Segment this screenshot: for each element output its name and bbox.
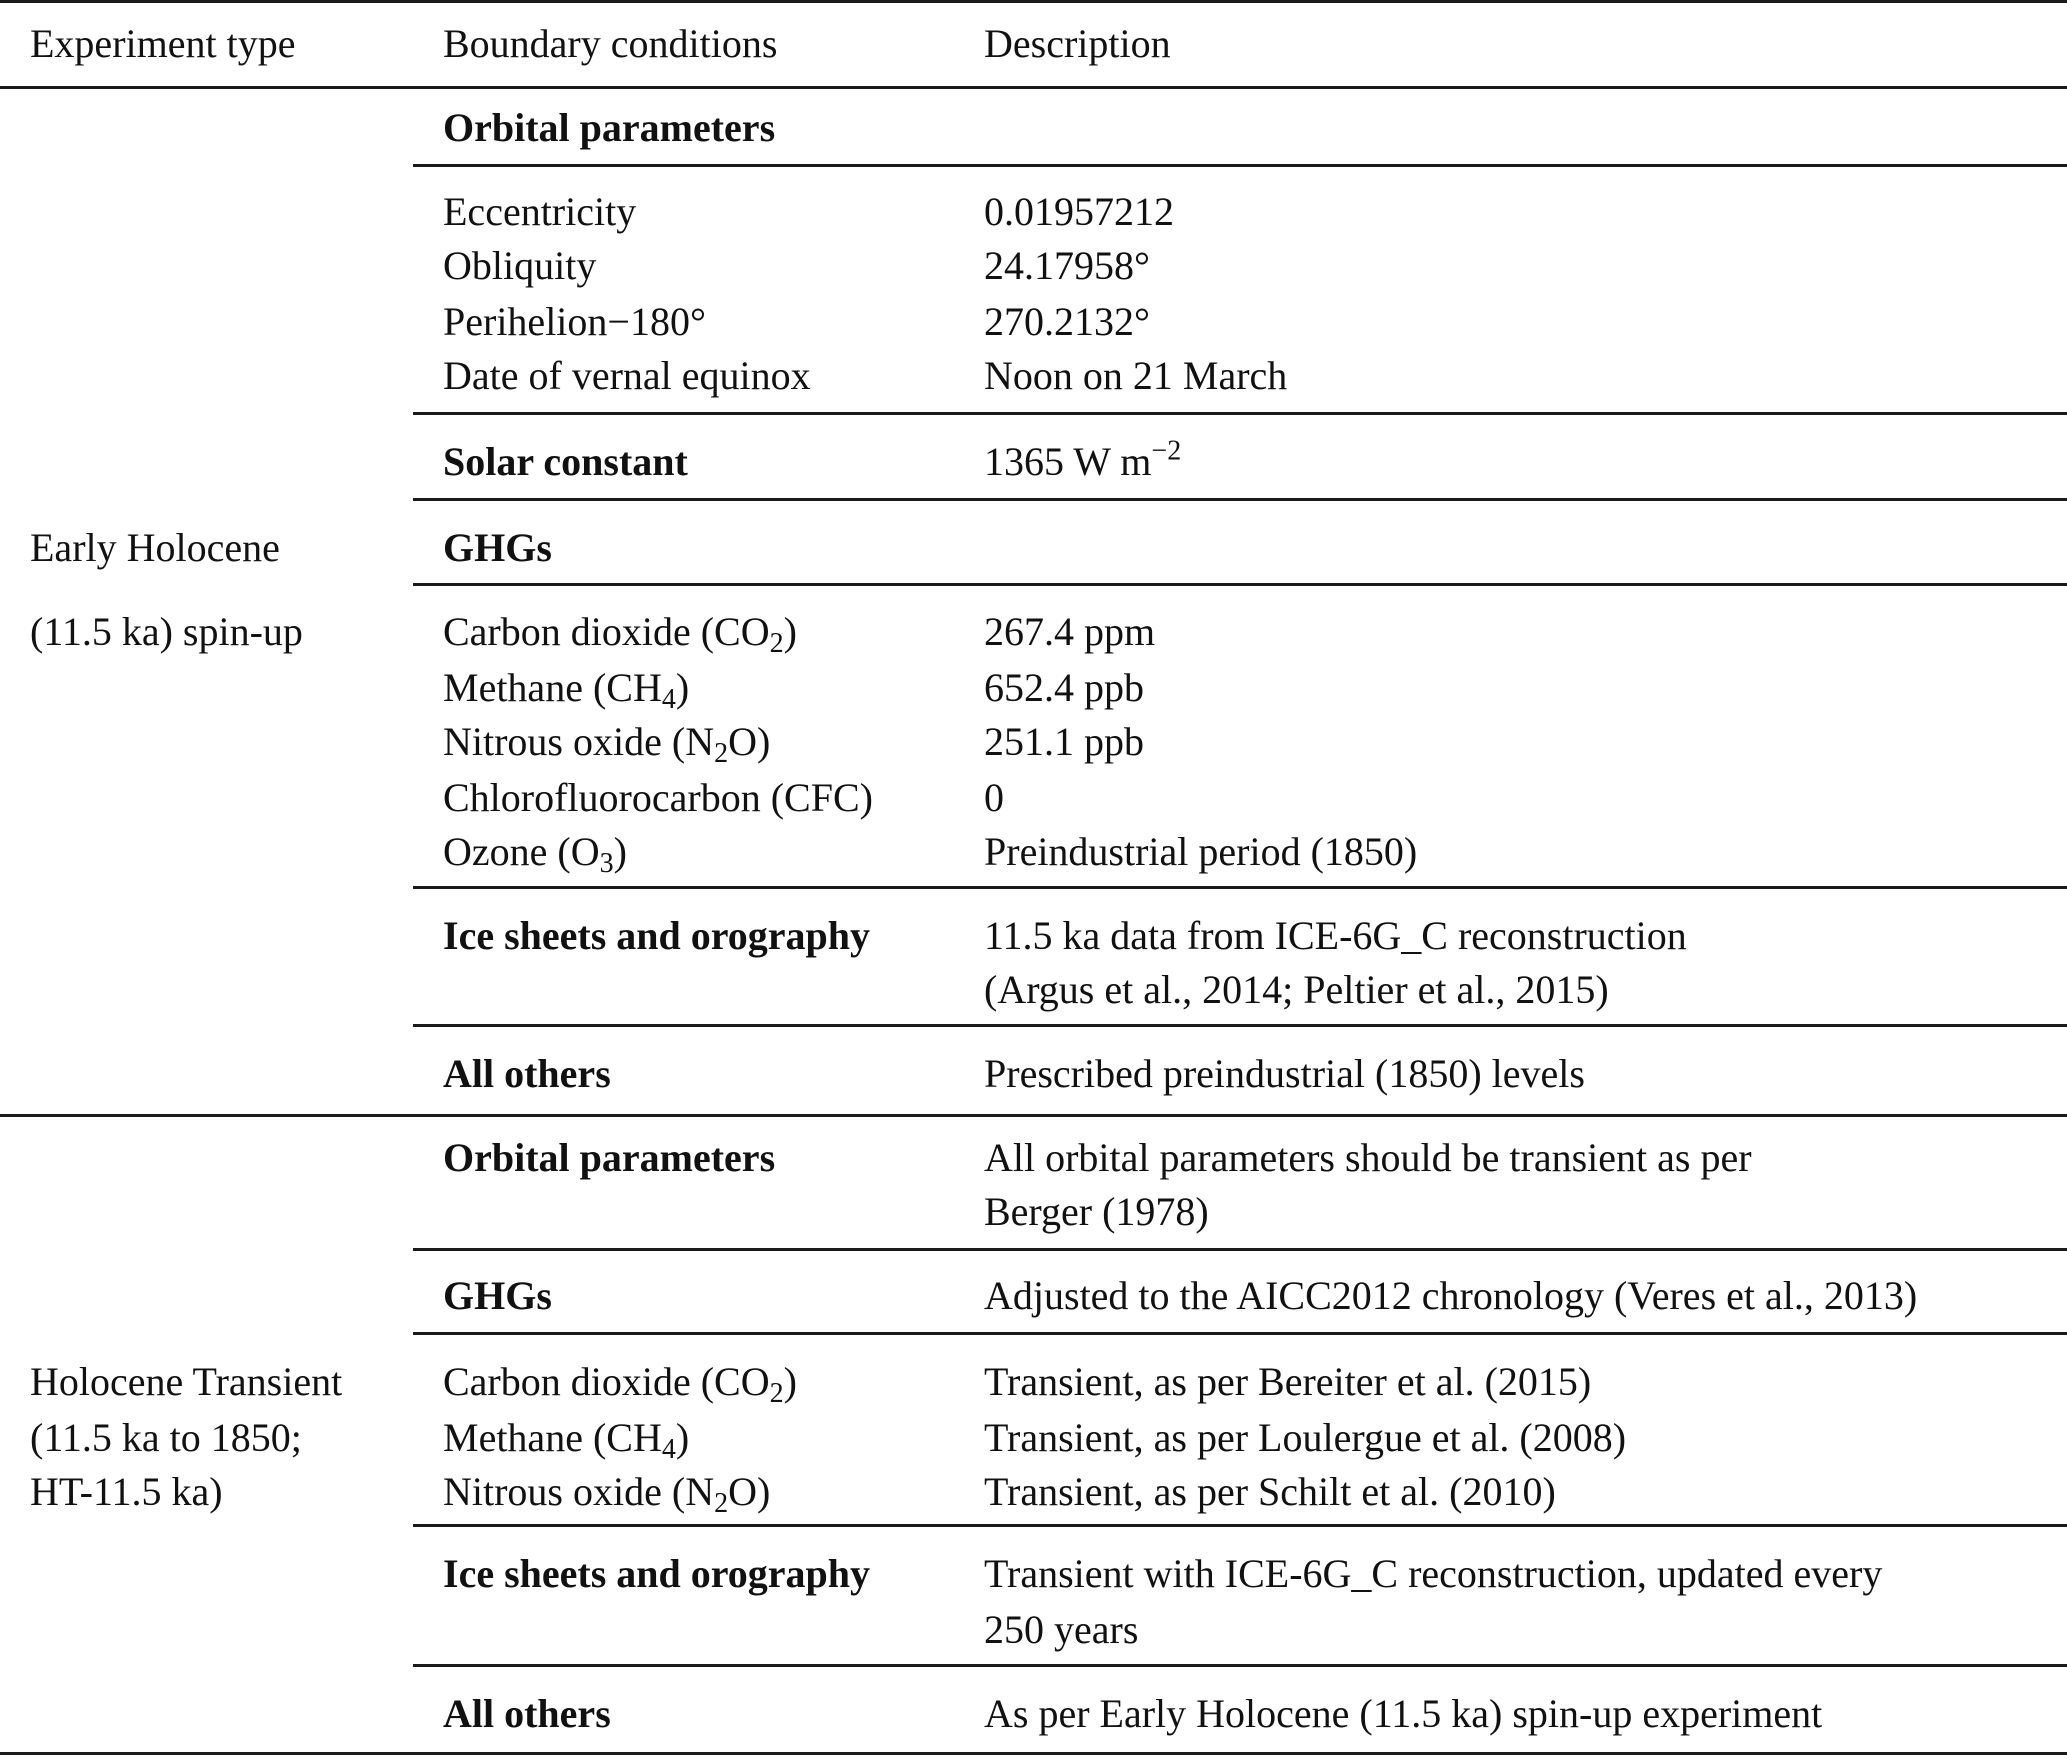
row-value: 652.4 ppb	[984, 665, 1144, 710]
experiment-label-line: HT-11.5 ka)	[30, 1469, 223, 1514]
rule	[413, 1248, 2067, 1251]
row-value: As per Early Holocene (11.5 ka) spin-up experiment	[984, 1691, 1823, 1736]
section-heading: GHGs	[443, 1273, 552, 1318]
label-tail: )	[675, 665, 690, 710]
label-tail: )	[675, 1415, 690, 1460]
row-value: Adjusted to the AICC2012 chronology (Veres et al., 2013)	[984, 1273, 1918, 1318]
unit-exponent: −2	[1151, 435, 1182, 467]
label-tail: )	[613, 829, 627, 874]
header-experiment-type: Experiment type	[30, 21, 296, 66]
section-heading: Orbital parameters	[443, 1135, 776, 1180]
section-heading: All others	[443, 1051, 611, 1096]
row-value: 250 years	[984, 1607, 1139, 1652]
row-value: 251.1 ppb	[984, 719, 1144, 764]
rule	[413, 1664, 2067, 1667]
rule	[413, 1524, 2067, 1527]
label-text: Carbon dioxide (CO	[443, 1359, 770, 1404]
label-subscript: 4	[661, 684, 676, 715]
row-label: Chlorofluorocarbon (CFC)	[443, 775, 873, 820]
row-value: 0	[984, 775, 1004, 820]
section-heading: Solar constant	[443, 439, 688, 484]
label-text: Methane (CH	[443, 1415, 662, 1460]
label-text: Methane (CH	[443, 665, 662, 710]
label-text: Nitrous oxide (N	[443, 719, 715, 764]
rule	[413, 583, 2067, 586]
label-subscript: 2	[714, 738, 729, 769]
header-description: Description	[984, 21, 1171, 66]
row-value: 11.5 ka data from ICE-6G_C reconstruction	[984, 913, 1687, 958]
row-value: 0.01957212	[984, 189, 1174, 234]
row-label	[443, 1469, 771, 1519]
label-text: Ozone (O	[443, 829, 600, 874]
section-heading: Ice sheets and orography	[443, 913, 871, 958]
table-bottom-rule	[0, 1752, 2067, 1755]
row-label	[443, 1415, 690, 1465]
row-value: Noon on 21 March	[984, 353, 1288, 398]
rule	[413, 412, 2067, 415]
label-subscript: 3	[599, 848, 614, 879]
label-tail: )	[783, 609, 797, 654]
rule	[413, 498, 2067, 501]
label-subscript: 2	[769, 628, 784, 659]
row-value	[984, 435, 1182, 484]
row-value: (Argus et al., 2014; Peltier et al., 2015)	[984, 967, 1609, 1012]
label-subscript: 2	[769, 1378, 784, 1409]
experiment-label-line: (11.5 ka to 1850;	[30, 1415, 302, 1460]
row-label	[443, 665, 690, 715]
label-subscript: 2	[714, 1488, 729, 1519]
row-label	[443, 609, 797, 659]
row-label: Date of vernal equinox	[443, 353, 811, 398]
row-value: Preindustrial period (1850)	[984, 829, 1418, 874]
rule	[413, 1024, 2067, 1027]
experiment-label-line: Early Holocene	[30, 525, 280, 570]
label-tail: O)	[728, 1469, 771, 1514]
row-value: Transient, as per Loulergue et al. (2008)	[984, 1415, 1627, 1460]
row-value: 267.4 ppm	[984, 609, 1156, 654]
row-value: Transient, as per Bereiter et al. (2015)	[984, 1359, 1592, 1404]
header-rule	[0, 86, 2067, 89]
section-heading: All others	[443, 1691, 611, 1736]
label-text: Carbon dioxide (CO	[443, 609, 770, 654]
solar-constant-value: 1365 W m	[984, 439, 1152, 484]
label-tail: )	[783, 1359, 797, 1404]
row-label	[443, 829, 627, 879]
table-top-rule	[0, 0, 2067, 3]
row-label	[443, 1359, 797, 1409]
header-boundary-conditions: Boundary conditions	[443, 21, 778, 66]
row-label: Obliquity	[443, 243, 597, 288]
row-value: Transient with ICE-6G_C reconstruction, updated every	[984, 1551, 1883, 1596]
label-tail: O)	[728, 719, 771, 764]
rule	[413, 1332, 2067, 1335]
row-value: Prescribed preindustrial (1850) levels	[984, 1051, 1585, 1096]
experiment-label-line: Holocene Transient	[30, 1359, 343, 1404]
rule	[413, 164, 2067, 167]
row-value: 24.17958°	[984, 243, 1150, 288]
section-heading: Orbital parameters	[443, 105, 776, 150]
row-value: Berger (1978)	[984, 1189, 1209, 1234]
row-label: Perihelion−180°	[443, 299, 706, 344]
row-value: 270.2132°	[984, 299, 1150, 344]
rule	[413, 886, 2067, 889]
label-text: Nitrous oxide (N	[443, 1469, 715, 1514]
row-label: Eccentricity	[443, 189, 637, 234]
group-separator-rule	[0, 1114, 2067, 1117]
section-heading: Ice sheets and orography	[443, 1551, 871, 1596]
label-subscript: 4	[661, 1434, 676, 1465]
row-value: All orbital parameters should be transient as per	[984, 1135, 1752, 1180]
experiment-label-line: (11.5 ka) spin-up	[30, 609, 303, 654]
section-heading: GHGs	[443, 525, 552, 570]
row-label	[443, 719, 771, 769]
row-value: Transient, as per Schilt et al. (2010)	[984, 1469, 1556, 1514]
